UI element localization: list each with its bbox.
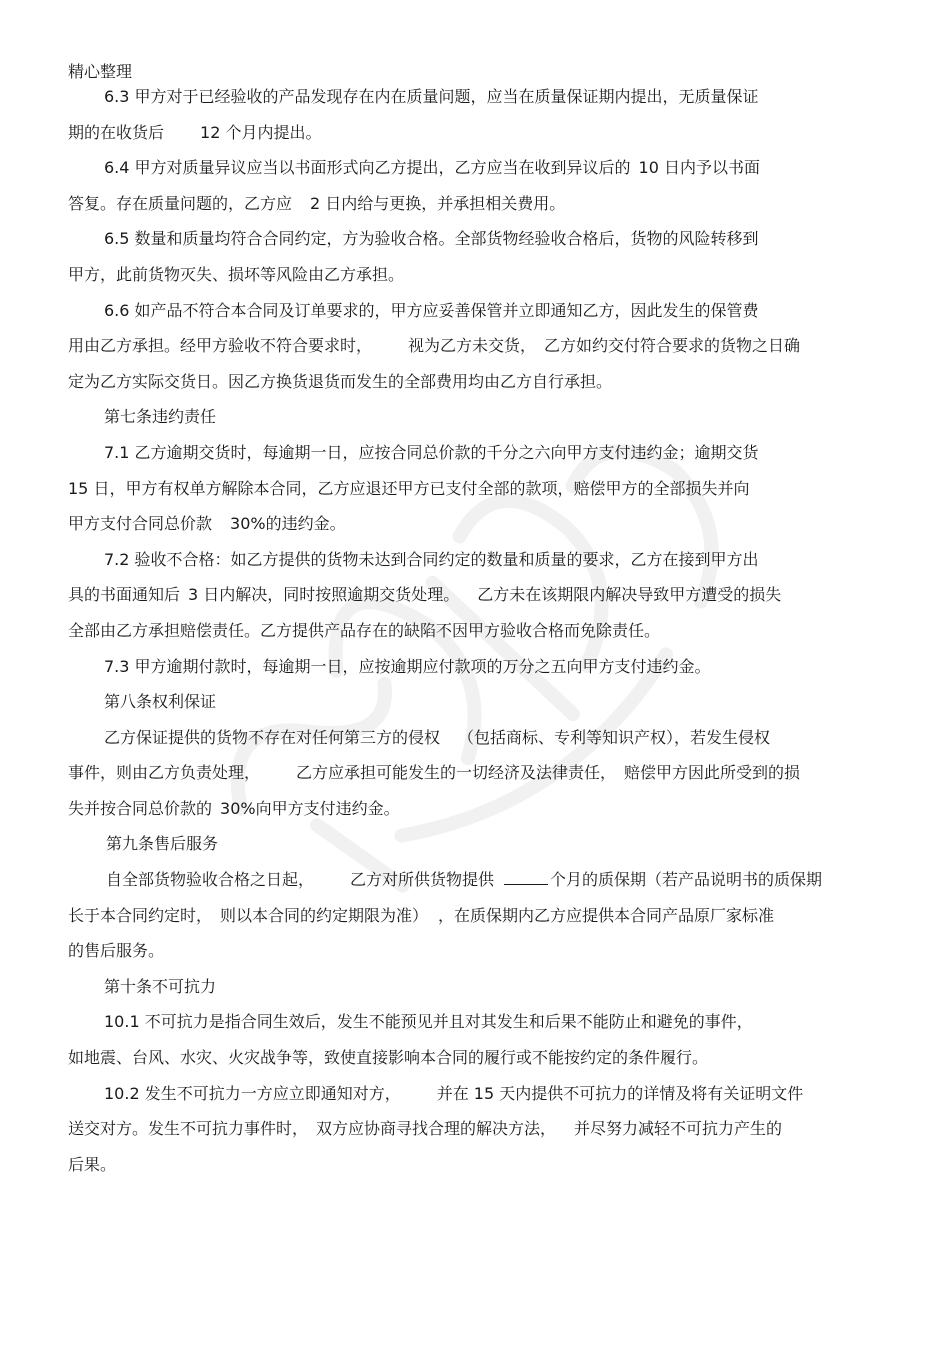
- text-segment: 甲方支付合同总价款: [68, 514, 213, 534]
- text-line: [68, 404, 874, 440]
- text-line: [68, 725, 874, 761]
- text-segment: 第八条权利保证: [104, 692, 217, 712]
- text-segment: ，在质保期内乙方应提供本合同产品原厂家标准: [438, 905, 775, 925]
- text-line: [68, 867, 874, 903]
- page-header: 精心整理: [68, 62, 133, 81]
- text-line: [68, 476, 874, 512]
- text-segment: 送交对方。发生不可抗力事件时，: [68, 1119, 309, 1139]
- text-line: [68, 191, 874, 227]
- text-segment: 10 日内予以书面: [638, 158, 760, 178]
- text-line: [68, 654, 874, 690]
- text-line: [68, 262, 874, 298]
- text-segment: 甲方，此前货物灭失、损坏等风险由乙方承担。: [68, 264, 405, 284]
- text-segment: 视为乙方未交货，: [408, 336, 537, 356]
- text-line: [68, 84, 874, 120]
- text-line: [68, 974, 874, 1010]
- text-segment: 乙方如约交付符合要求的货物之日确: [544, 336, 801, 356]
- text-segment: 6.6 如产品不符合本合同及订单要求的，甲方应妥善保管并立即通知乙方，因此发生的保管费: [104, 300, 759, 320]
- text-segment: 3 日内解决，同时按照逾期交货处理。: [188, 585, 460, 605]
- text-line: [68, 226, 874, 262]
- text-segment: 乙方未在该期限内解决导致甲方遭受的损失: [477, 585, 782, 605]
- text-segment: 事件，则由乙方负责处理，: [68, 763, 261, 783]
- text-segment: （包括商标、专利等知识产权），若发生侵权: [458, 727, 771, 747]
- text-line: [68, 689, 874, 725]
- text-segment: 30%的违约金。: [230, 514, 346, 534]
- text-line: [68, 903, 874, 939]
- text-line: [68, 938, 874, 974]
- text-line: [68, 618, 874, 654]
- text-segment: 则以本合同的约定期限为准）: [220, 905, 421, 925]
- text-segment: 乙方保证提供的货物不存在对任何第三方的侵权: [104, 727, 441, 747]
- text-segment: 10.1 不可抗力是指合同生效后，发生不能预见并且对其发生和后果不能防止和避免的事件，: [104, 1012, 753, 1032]
- text-segment: 乙方应承担可能发生的一切经济及法律责任，: [296, 763, 617, 783]
- text-segment: 的售后服务。: [68, 941, 165, 961]
- text-segment: 自全部货物验收合格之日起，: [106, 870, 315, 890]
- text-segment: 期的在收货后: [68, 122, 165, 142]
- text-segment: 双方应协商寻找合理的解决方法，: [316, 1119, 557, 1139]
- text-line: [68, 582, 874, 618]
- text-line: [68, 1152, 874, 1188]
- text-segment: 15 日，甲方有权单方解除本合同，乙方应退还甲方已支付全部的款项，赔偿甲方的全部损失并向: [68, 478, 750, 498]
- text-segment: 12 个月内提出。: [200, 122, 322, 142]
- text-line: [68, 547, 874, 583]
- text-segment: 并尽努力减轻不可抗力产生的: [574, 1119, 783, 1139]
- text-line: [68, 155, 874, 191]
- text-segment: 6.4 甲方对质量异议应当以书面形式向乙方提出，乙方应当在收到异议后的: [104, 158, 631, 178]
- text-line: [68, 1081, 874, 1117]
- text-segment: 失并按合同总价款的: [68, 798, 213, 818]
- text-segment: 用由乙方承担。经甲方验收不符合要求时，: [68, 336, 373, 356]
- text-line: [68, 440, 874, 476]
- text-line: [68, 1116, 874, 1152]
- text-segment: 长于本合同约定时，: [68, 905, 213, 925]
- text-segment: 30%向甲方支付违约金。: [220, 798, 400, 818]
- text-segment: 赔偿甲方因此所受到的损: [624, 763, 801, 783]
- text-segment: 第九条售后服务: [106, 834, 219, 854]
- text-line: [68, 760, 874, 796]
- text-segment: 7.3 甲方逾期付款时，每逾期一日，应按逾期应付款项的万分之五向甲方支付违约金。: [104, 656, 711, 676]
- text-segment: 乙方对所供货物提供: [350, 870, 495, 890]
- text-segment: 7.2 验收不合格：如乙方提供的货物未达到合同约定的数量和质量的要求，乙方在接到甲方出: [104, 549, 759, 569]
- contract-body: [68, 84, 874, 1187]
- text-segment: 并在 15 天内提供不可抗力的详情及将有关证明文件: [436, 1083, 804, 1103]
- text-line: [68, 120, 874, 156]
- text-line: [68, 1009, 874, 1045]
- text-segment: 定为乙方实际交货日。因乙方换货退货而发生的全部费用均由乙方自行承担。: [68, 371, 613, 391]
- text-segment: 6.3 甲方对于已经验收的产品发现存在内在质量问题，应当在质量保证期内提出，无质量保证: [104, 87, 759, 106]
- text-line: [68, 333, 874, 369]
- text-line: [68, 511, 874, 547]
- blank-fill-line: [504, 870, 548, 885]
- text-segment: 答复。存在质量问题的，乙方应: [68, 193, 293, 213]
- text-line: [68, 1045, 874, 1081]
- text-segment: 2 日内给与更换，并承担相关费用。: [310, 193, 566, 213]
- text-line: [68, 831, 874, 867]
- text-segment: 第十条不可抗力: [104, 976, 217, 996]
- text-segment: 6.5 数量和质量均符合合同约定，方为验收合格。全部货物经验收合格后，货物的风险转移到: [104, 229, 759, 249]
- text-segment: 7.1 乙方逾期交货时，每逾期一日，应按合同总价款的千分之六向甲方支付违约金；逾期交货: [104, 442, 759, 462]
- text-segment: 10.2 发生不可抗力一方应立即通知对方，: [104, 1083, 401, 1103]
- text-line: [68, 369, 874, 405]
- text-segment: 如地震、台风、水灾、火灾战争等，致使直接影响本合同的履行或不能按约定的条件履行。: [68, 1048, 709, 1068]
- text-segment: 个月的质保期（若产品说明书的质保期: [550, 870, 823, 890]
- text-segment: 全部由乙方承担赔偿责任。乙方提供产品存在的缺陷不因甲方验收合格而免除责任。: [68, 620, 661, 640]
- text-segment: 第七条违约责任: [104, 407, 217, 427]
- text-segment: 后果。: [68, 1154, 117, 1174]
- text-line: [68, 796, 874, 832]
- text-line: [68, 298, 874, 334]
- text-segment: 具的书面通知后: [68, 585, 181, 605]
